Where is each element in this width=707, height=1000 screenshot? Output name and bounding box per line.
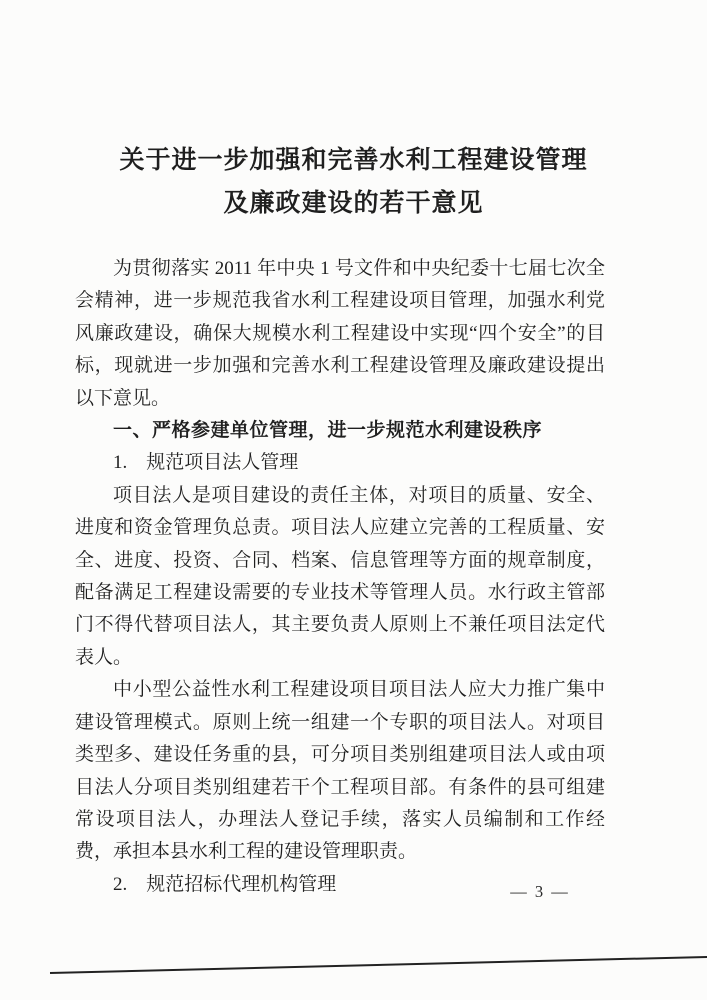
document-title-line1: 关于进一步加强和完善水利工程建设管理 xyxy=(119,146,588,174)
sub-heading-2: 2. 规范招标代理机构管理 xyxy=(113,873,337,895)
intro-paragraph: 为贯彻落实 2011 年中央 1 号文件和中央纪委十七届七次全会精神，进一步规范我省水利工程建设项目管理，加强水利党风廉政建设，确保大规模水利工程建设中实现“四个安全”的目标，现就进一步加强和完善水利工程建设管理及廉政建设提出以下意见。 xyxy=(75,258,605,409)
page-number: — 3 — xyxy=(510,882,570,901)
section-heading-1: 一、严格参建单位管理，进一步规范水利建设秩序 xyxy=(113,420,543,442)
document-title-line2: 及廉政建设的若干意见 xyxy=(223,189,484,217)
scan-edge-line xyxy=(50,956,707,974)
sub-heading-1: 1. 规范项目法人管理 xyxy=(113,452,299,474)
body-paragraph-1: 项目法人是项目建设的责任主体，对项目的质量、安全、进度和资金管理负总责。项目法人应建立完善的工程质量、安全、进度、投资、合同、档案、信息管理等方面的规章制度，配备满足工程建设需要的专业技术等管理人员。水行政主管部门不得代替项目法人，其主要负责人原则上不兼任项目法定代表人。 xyxy=(75,484,605,668)
body-paragraph-2: 中小型公益性水利工程建设项目项目法人应大力推广集中建设管理模式。原则上统一组建一个专职的项目法人。对项目类型多、建设任务重的县，可分项目类别组建项目法人或由项目法人分项目类别组建若干个工程项目部。有条件的县可组建常设项目法人，办理法人登记手续，落实人员编制和工作经费，承担本县水利工程的建设管理职责。 xyxy=(75,679,605,863)
document-title xyxy=(0,139,707,225)
document-body xyxy=(75,253,605,901)
